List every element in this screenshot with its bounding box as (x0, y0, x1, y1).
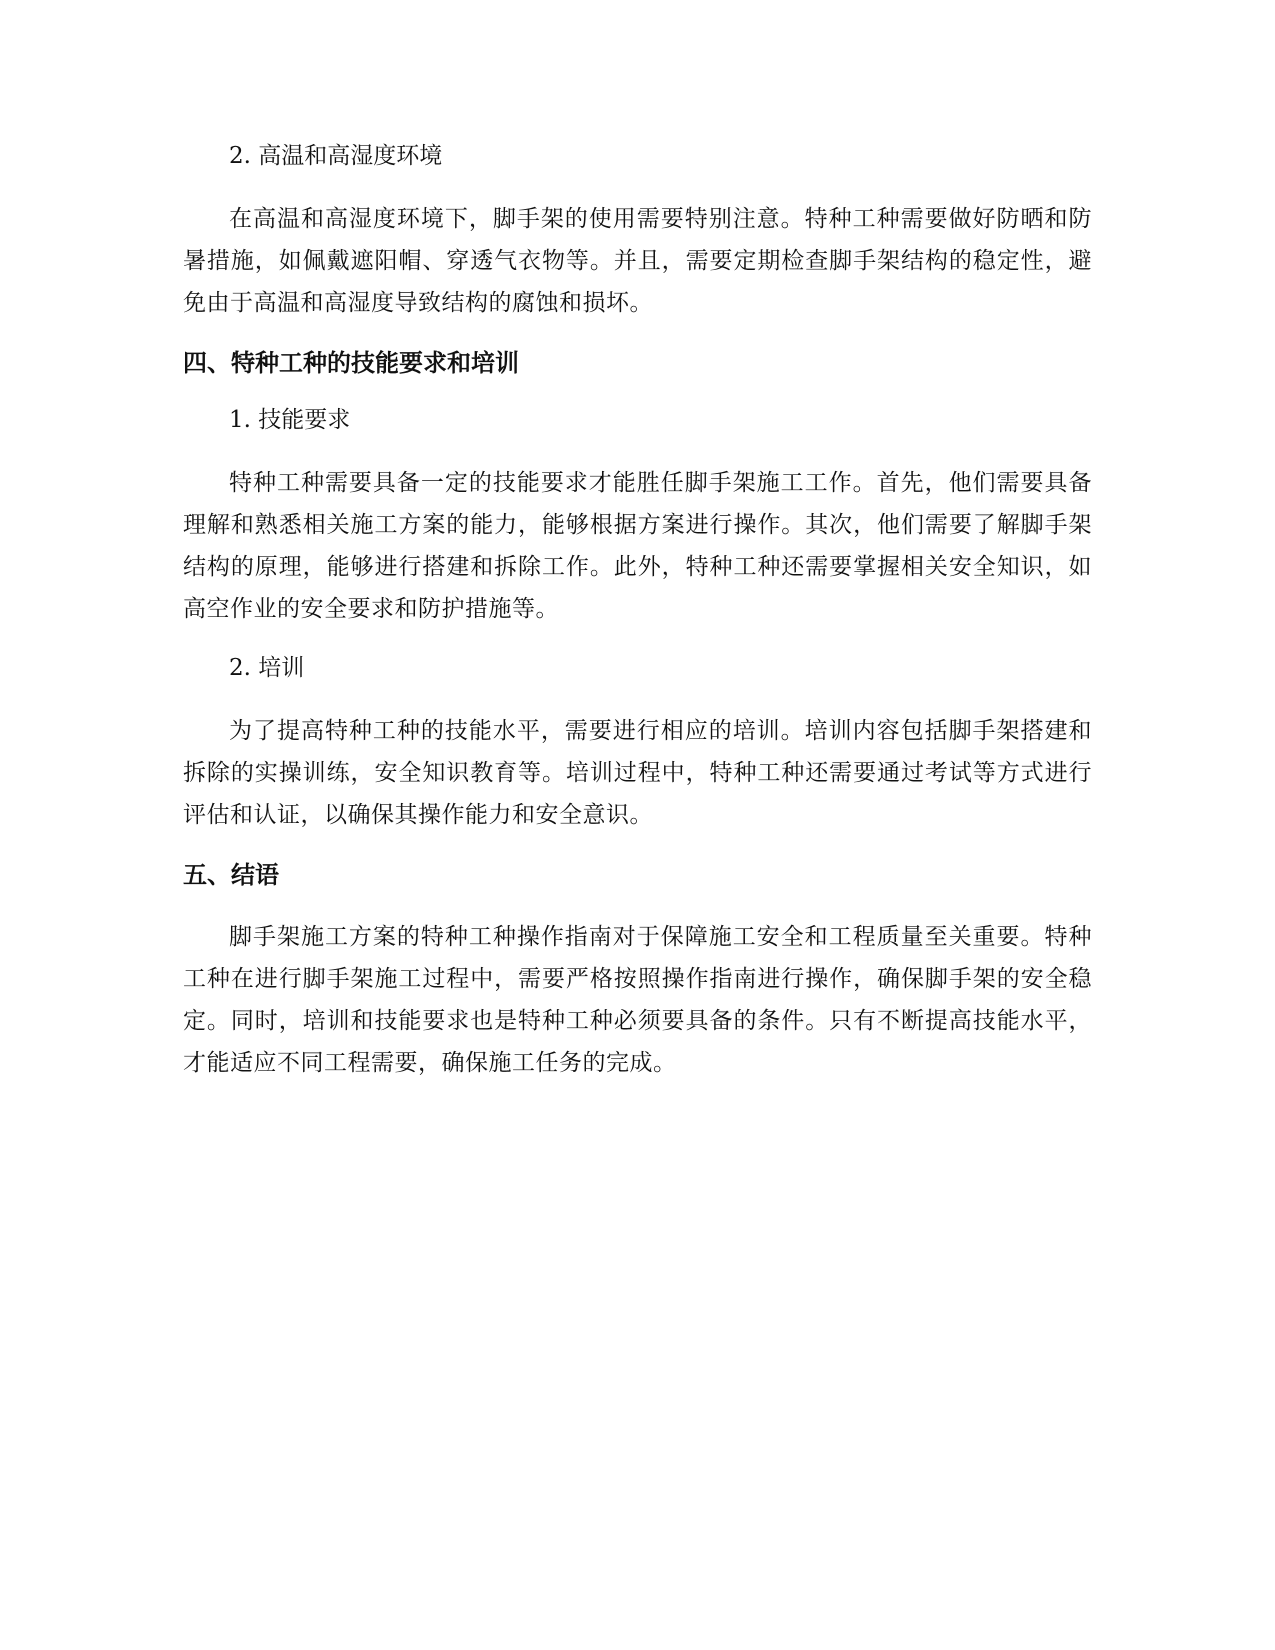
paragraph-training: 为了提高特种工种的技能水平，需要进行相应的培训。培训内容包括脚手架搭建和拆除的实操训练，安全知识教育等。培训过程中，特种工种还需要通过考试等方式进行评估和认证，以确保其操作能力和安全意识。 (183, 718, 1092, 828)
paragraph-skill-requirements: 特种工种需要具备一定的技能要求才能胜任脚手架施工工作。首先，他们需要具备理解和熟悉相关施工方案的能力，能够根据方案进行操作。其次，他们需要了解脚手架结构的原理，能够进行搭建和拆除工作。此外，特种工种还需要掌握相关安全知识，如高空作业的安全要求和防护措施等。 (183, 470, 1092, 622)
document-body (183, 140, 1092, 1106)
subheading-high-temp: 2. 高温和高湿度环境 (229, 143, 443, 169)
section-heading-conclusion: 五、结语 (183, 861, 279, 889)
paragraph-high-temp: 在高温和高湿度环境下，脚手架的使用需要特别注意。特种工种需要做好防晒和防暑措施，如佩戴遮阳帽、穿透气衣物等。并且，需要定期检查脚手架结构的稳定性，避免由于高温和高湿度导致结构的腐蚀和损坏。 (183, 206, 1092, 316)
subheading-training: 2. 培训 (229, 655, 305, 681)
paragraph-conclusion: 脚手架施工方案的特种工种操作指南对于保障施工安全和工程质量至关重要。特种工种在进行脚手架施工过程中，需要严格按照操作指南进行操作，确保脚手架的安全稳定。同时，培训和技能要求也是特种工种必须要具备的条件。只有不断提高技能水平，才能适应不同工程需要，确保施工任务的完成。 (183, 924, 1092, 1076)
subheading-skill-requirements: 1. 技能要求 (229, 407, 351, 433)
section-heading-skills: 四、特种工种的技能要求和培训 (183, 349, 519, 377)
